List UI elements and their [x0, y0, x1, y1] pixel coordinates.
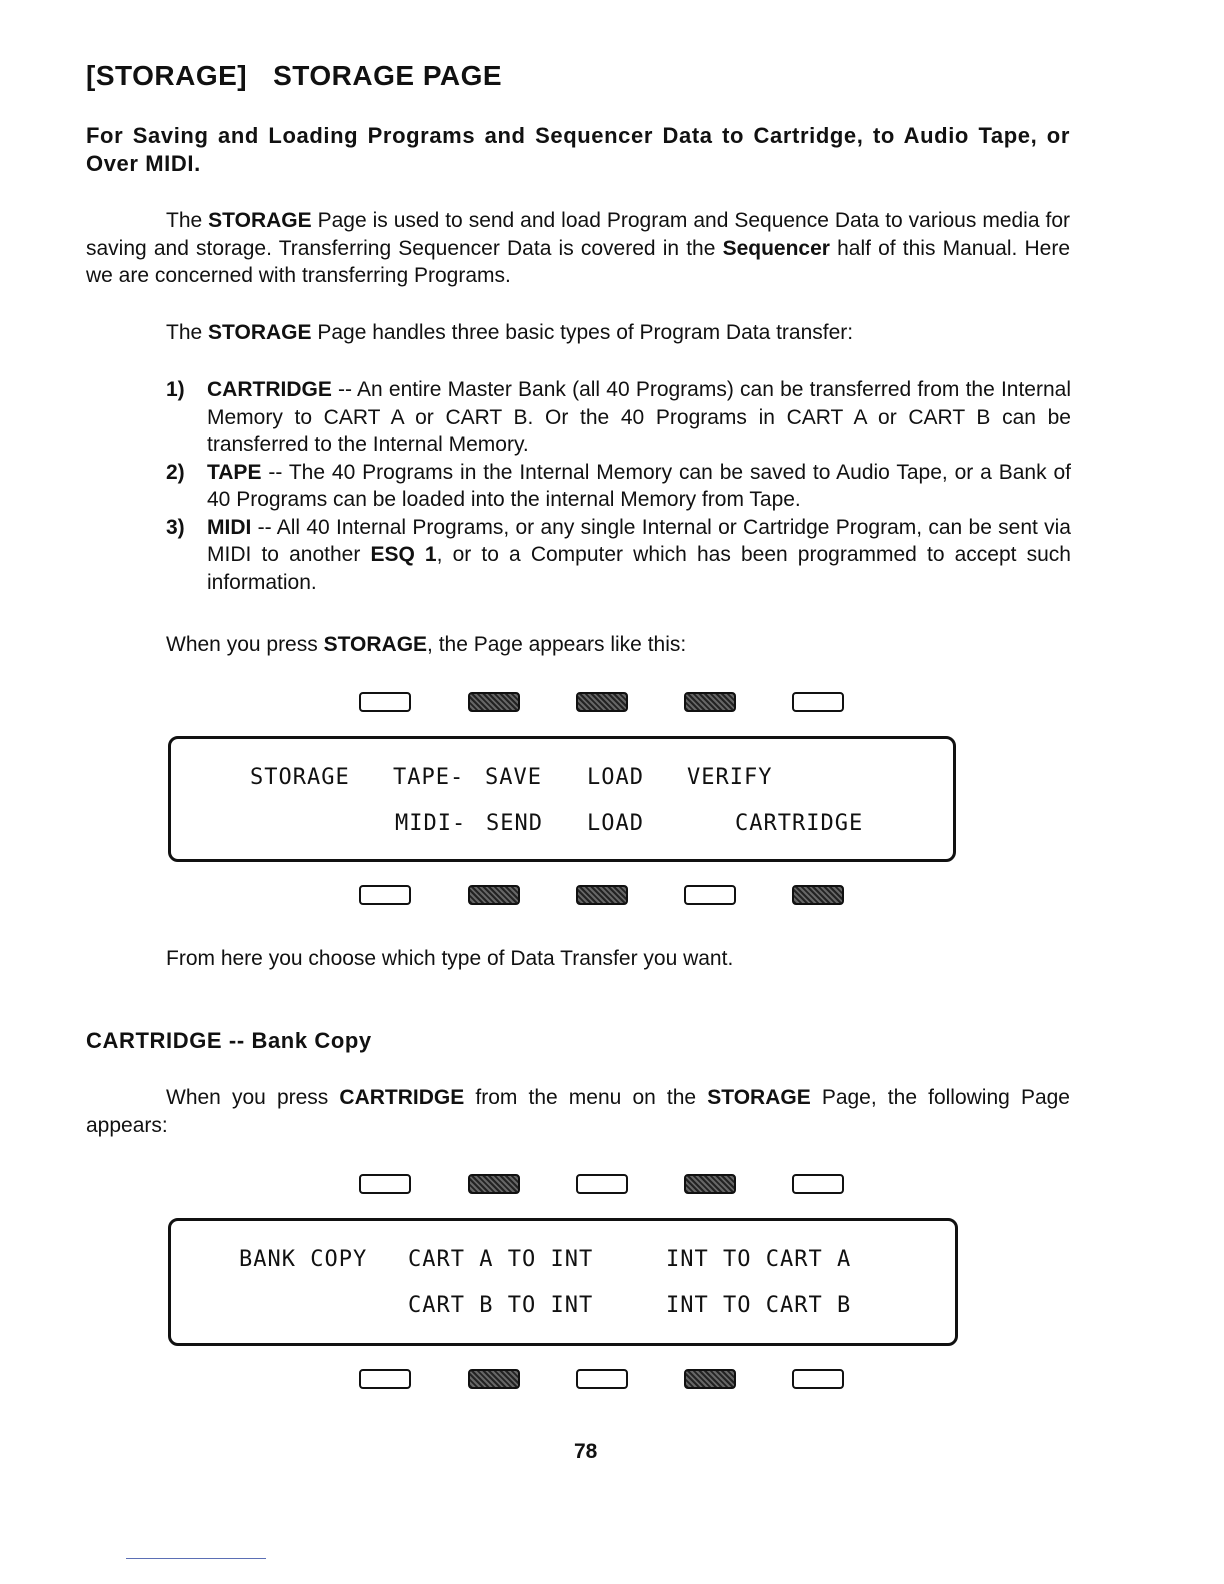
display-option-load: LOAD: [587, 765, 644, 790]
list-item: [166, 459, 1071, 514]
text-run: half of this Manual. Here we are concerned with transferring Programs.: [86, 236, 1071, 287]
soft-button-bottom-2: [468, 1369, 520, 1389]
text-run: Page, the following Page appears:: [86, 1086, 1070, 1137]
display-option-int-to-cart-b: INT TO CART B: [666, 1293, 852, 1318]
display-label-tape: TAPE-: [393, 765, 465, 790]
list-text: , or to a Computer which has been programmed to accept such information.: [207, 543, 1071, 594]
display-label-bank-copy: BANK COPY: [239, 1247, 368, 1272]
section-heading: CARTRIDGE -- Bank Copy: [86, 1028, 372, 1053]
soft-button-bottom-1: [359, 885, 411, 905]
display-option-load: LOAD: [587, 811, 644, 836]
bold-run: STORAGE: [707, 1086, 811, 1109]
soft-button-top-5: [792, 692, 844, 712]
soft-button-bottom-3: [576, 1369, 628, 1389]
soft-button-top-2: [468, 1174, 520, 1194]
cartridge-paragraph: [86, 1084, 1070, 1139]
soft-button-top-1: [359, 692, 411, 712]
soft-button-bottom-2: [468, 885, 520, 905]
text-run: The: [166, 209, 209, 232]
display-label-midi: MIDI-: [395, 811, 467, 836]
soft-button-top-3: [576, 1174, 628, 1194]
page-number: 78: [574, 1440, 598, 1463]
soft-button-top-1: [359, 1174, 411, 1194]
storage-display: [168, 736, 956, 862]
soft-button-top-4: [684, 692, 736, 712]
text-run: When you press: [166, 1086, 340, 1109]
display-option-send: SEND: [486, 811, 543, 836]
text-run: , the Page appears like this:: [427, 633, 687, 656]
soft-button-top-2: [468, 692, 520, 712]
list-text: -- All 40 Internal Programs, or any single Internal or Cartridge Program, can be sent via MIDI to another: [207, 515, 1071, 566]
list-item: [166, 376, 1071, 459]
bold-run: STORAGE: [208, 209, 312, 232]
display-option-cart-a-to-int: CART A TO INT: [408, 1247, 594, 1272]
list-number: 1): [166, 378, 185, 401]
text-run: When you press: [166, 633, 324, 656]
display-label-storage: STORAGE: [250, 765, 350, 790]
list-term: CARTRIDGE: [207, 378, 332, 401]
soft-button-top-5: [792, 1174, 844, 1194]
footer-line: [126, 1558, 266, 1559]
soft-button-top-3: [576, 692, 628, 712]
display-option-cartridge: CARTRIDGE: [735, 811, 864, 836]
display-option-cart-b-to-int: CART B TO INT: [408, 1293, 594, 1318]
page-title: [86, 60, 502, 92]
list-text: -- The 40 Programs in the Internal Memory can be saved to Audio Tape, or a Bank of 40 Programs can be loaded into the internal Memory from Tape.: [207, 460, 1071, 511]
list-text: -- An entire Master Bank (all 40 Programs) can be transferred from the Internal Memory to CART A or CART B. Or the 40 Programs in CART A or CART B can be transferred to the Internal Memory.: [207, 378, 1071, 456]
display-option-save: SAVE: [485, 765, 542, 790]
display-option-verify: VERIFY: [687, 765, 773, 790]
list-term: ESQ 1: [370, 543, 437, 566]
list-item: [166, 514, 1071, 597]
intro-paragraph: [86, 207, 1070, 290]
soft-button-bottom-1: [359, 1369, 411, 1389]
transfer-types-list: [166, 376, 1071, 596]
text-run: The: [166, 321, 209, 344]
types-paragraph: [166, 319, 1071, 347]
soft-button-top-4: [684, 1174, 736, 1194]
bold-run: Sequencer: [722, 236, 830, 260]
list-number: 3): [166, 515, 185, 539]
list-term: TAPE: [207, 460, 262, 484]
text-run: from the menu on the: [464, 1086, 708, 1109]
soft-button-bottom-4: [684, 1369, 736, 1389]
bank-copy-display: [168, 1218, 958, 1346]
title-part2: STORAGE PAGE: [273, 60, 503, 91]
from-here-paragraph: From here you choose which type of Data Transfer you want.: [166, 947, 734, 970]
text-run: Page is used to send and load Program and Sequence Data to various media for saving and storage. Transferring Sequencer Data is covered in the: [86, 209, 1070, 260]
list-number: 2): [166, 460, 185, 484]
soft-button-bottom-5: [792, 1369, 844, 1389]
page-subtitle: For Saving and Loading Programs and Sequencer Data to Cartridge, to Audio Tape, or Over MIDI.: [86, 123, 1070, 176]
display-option-int-to-cart-a: INT TO CART A: [666, 1247, 852, 1272]
text-run: Page handles three basic types of Program Data transfer:: [311, 321, 854, 344]
soft-button-bottom-5: [792, 885, 844, 905]
soft-button-bottom-4: [684, 885, 736, 905]
bold-run: STORAGE: [208, 321, 312, 344]
press-storage-paragraph: [166, 631, 1071, 659]
bold-run: CARTRIDGE: [339, 1086, 465, 1109]
list-term: MIDI: [207, 515, 252, 539]
bold-run: STORAGE: [323, 633, 428, 656]
soft-button-bottom-3: [576, 885, 628, 905]
title-part1: [STORAGE]: [86, 60, 248, 91]
